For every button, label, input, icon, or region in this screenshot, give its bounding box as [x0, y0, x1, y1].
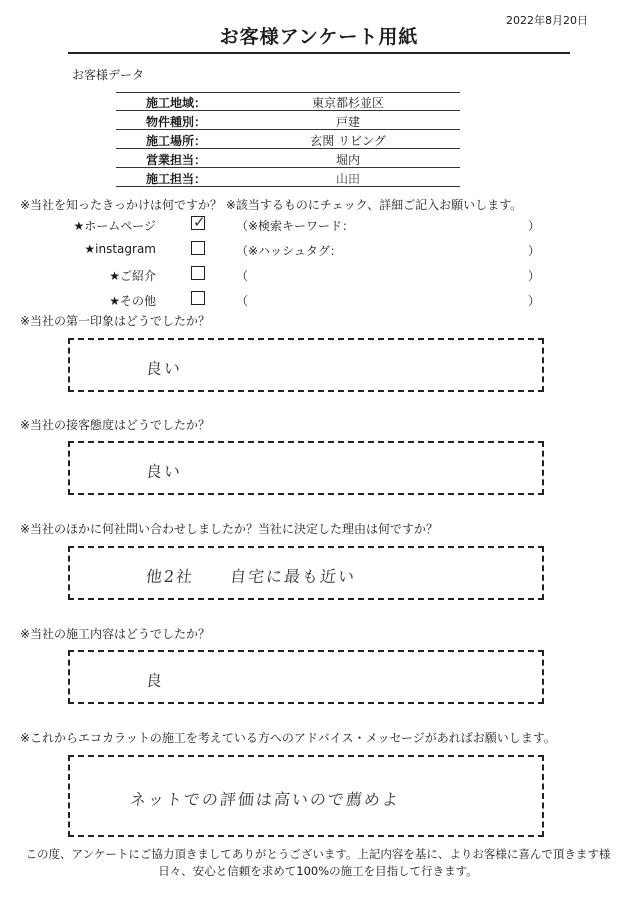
- info-label: 物件種別：: [146, 115, 207, 129]
- title-underline: [68, 52, 570, 54]
- handwritten-answer: 良い: [144, 462, 183, 481]
- info-value: 堀内: [335, 153, 360, 167]
- checkbox-referral[interactable]: [191, 266, 205, 280]
- info-row-sales-rep: [116, 149, 460, 168]
- source-label-other: ★その他: [109, 294, 156, 308]
- source-detail-other: （: [236, 294, 249, 308]
- info-row-property-type: [116, 111, 460, 130]
- info-row-installer: [116, 168, 460, 187]
- source-close-instagram: ）: [528, 244, 541, 258]
- handwritten-answer: 他2社 自宅に最も近い: [144, 567, 358, 586]
- footer-line-1: この度、アンケートにご協力頂きましてありがとうございます。上記内容を基に、よりお客様に喜んで頂きます様: [25, 847, 611, 861]
- row-rule: [116, 186, 460, 187]
- info-value: 玄関 リビング: [310, 134, 386, 148]
- info-label: 施工場所：: [146, 134, 207, 148]
- handwritten-answer: 良: [144, 671, 165, 690]
- source-detail-homepage: （※検索キーワード：: [236, 219, 355, 233]
- source-label-referral: ★ご紹介: [109, 269, 156, 283]
- handwritten-answer: 良い: [144, 359, 183, 378]
- answer-box-other-companies[interactable]: [68, 546, 544, 600]
- title-block: [68, 24, 570, 54]
- source-label-instagram: ★instagram: [84, 242, 156, 256]
- question-other-companies: ※当社のほかに何社問い合わせしましたか？当社に決定した理由は何ですか？: [20, 522, 439, 536]
- source-close-other: ）: [528, 294, 541, 308]
- answer-box-installation[interactable]: [68, 650, 544, 704]
- info-label: 営業担当：: [146, 153, 207, 167]
- info-row-location: [116, 130, 460, 149]
- info-label: 施工担当：: [146, 172, 207, 186]
- answer-box-customer-service[interactable]: [68, 441, 544, 495]
- info-row-area: [116, 92, 460, 111]
- source-close-homepage: ）: [528, 219, 541, 233]
- page-title: お客様アンケート用紙: [219, 26, 419, 48]
- answer-box-first-impression[interactable]: [68, 338, 544, 392]
- info-value: 東京都杉並区: [311, 96, 384, 110]
- source-detail-instagram: （※ハッシュタグ：: [236, 244, 342, 258]
- checkbox-homepage[interactable]: [191, 213, 206, 231]
- question-advice: ※これからエコカラットの施工を考えている方へのアドバイス・メッセージがあればお願いします。: [20, 731, 556, 745]
- answer-box-advice[interactable]: [68, 755, 544, 837]
- info-value-handwritten: 山田: [335, 172, 360, 186]
- survey-date: 2022年8月20日: [506, 14, 588, 27]
- footer-line-2: 日々、安心と信頼を求めて100%の施工を目指して行きます。: [158, 864, 478, 878]
- info-value: 戸建: [335, 115, 360, 129]
- checkbox-other[interactable]: [191, 291, 205, 305]
- customer-data-heading: お客様データ: [72, 68, 145, 82]
- question-installation: ※当社の施工内容はどうでしたか？: [20, 627, 211, 641]
- question-first-impression: ※当社の第一印象はどうでしたか？: [20, 314, 211, 328]
- source-question: ※当社を知ったきっかけは何ですか？ ※該当するものにチェック、詳細ご記入お願いします。: [20, 198, 523, 212]
- checkbox-instagram[interactable]: [191, 241, 205, 255]
- source-close-referral: ）: [528, 269, 541, 283]
- question-customer-service: ※当社の接客態度はどうでしたか？: [20, 418, 211, 432]
- info-label: 施工地域：: [146, 96, 207, 110]
- check-mark-icon: ✓: [193, 213, 206, 231]
- source-detail-referral: （: [236, 269, 249, 283]
- handwritten-answer: ネットでの評価は高いので薦めよ: [128, 790, 401, 809]
- source-label-homepage: ★ホームページ: [73, 219, 156, 233]
